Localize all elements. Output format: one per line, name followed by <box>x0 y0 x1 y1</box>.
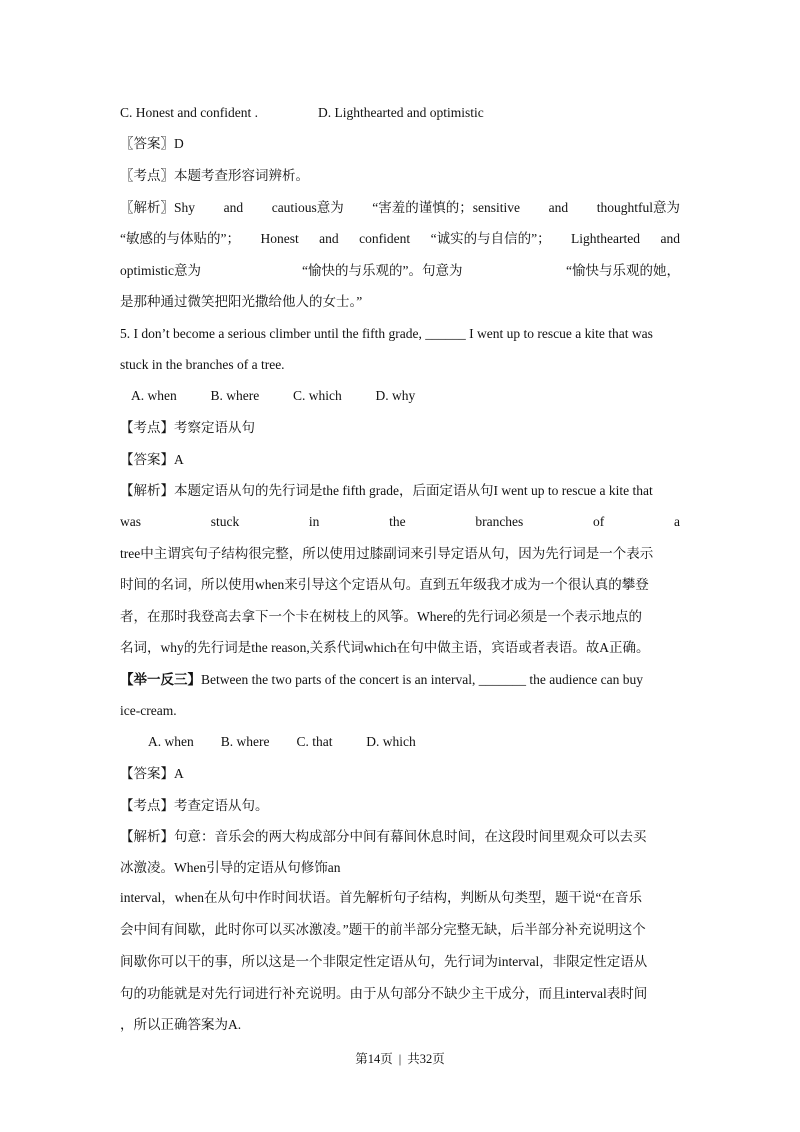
q4-jiexi-line-2 <box>120 229 680 249</box>
q5-kaodian: 【考点】考察定语从句 <box>120 420 255 435</box>
extra-jiexi-line-7: ，所以正确答案为A. <box>120 1017 242 1032</box>
word: cautious意为 <box>271 200 344 215</box>
word: a <box>673 514 680 529</box>
q4-kaodian: 〖考点〗本题考查形容词辨析。 <box>120 168 309 183</box>
q5-stem-line-1: 5. I don’t become a serious climber until the fifth grade, ______ I went up to rescue a kite that was <box>120 326 653 341</box>
q5-options: A. when B. where C. which D. why <box>131 388 416 403</box>
q5-jiexi-line-6: 名词，why的先行词是the reason,关系代词which在句中做主语，宾语或者表语。故A正确。 <box>120 640 650 655</box>
extra-answer: 【答案】A <box>120 766 184 781</box>
q5-jiexi-line-2 <box>120 512 680 532</box>
extra-options: A. when B. where C. that D. which <box>148 734 416 749</box>
q4-option-d: D. Lighthearted and optimistic <box>318 105 484 120</box>
q5-jiexi-line-4: 时间的名词，所以使用when来引导这个定语从句。直到五年级我才成为一个很认真的攀登 <box>120 577 649 592</box>
word: “愉快与乐观的她， <box>566 263 680 278</box>
word: and <box>548 200 569 215</box>
extra-jiexi-line-1: 【解析】句意：音乐会的两大构成部分中间有幕间休息时间，在这段时间里观众可以去买 <box>120 829 647 844</box>
q4-jiexi-line-4: 是那种通过微笑把阳光撒给他人的女士。” <box>120 294 363 309</box>
word: and <box>319 231 339 246</box>
q4-jiexi-line-3 <box>120 261 680 281</box>
page-total: 共32页 <box>407 1052 445 1066</box>
extra-stem-text: Between the two parts of the concert is an interval, _______ the audience can buy <box>201 672 643 687</box>
word: Lighthearted <box>571 231 641 246</box>
extra-jiexi-line-2: 冰激凌。When引导的定语从句修饰an <box>120 860 341 875</box>
q5-stem-line-2: stuck in the branches of a tree. <box>120 357 285 372</box>
q4-jiexi-line-1 <box>120 198 680 218</box>
word: of <box>593 514 605 529</box>
word: “敏感的与体贴的”； <box>120 231 240 246</box>
word: Honest <box>260 231 299 246</box>
extra-stem-line-2: ice-cream. <box>120 703 177 718</box>
extra-kaodian: 【考点】考查定语从句。 <box>120 798 269 813</box>
extra-jiexi-line-6: 句的功能就是对先行词进行补充说明。由于从句部分不缺少主干成分，而且interval表时间 <box>120 986 648 1001</box>
word: “害羞的谨慎的；sensitive <box>372 200 521 215</box>
page-footer <box>0 1050 800 1068</box>
footer-separator: | <box>398 1052 402 1066</box>
q4-answer: 〖答案〗D <box>120 136 184 151</box>
q5-jiexi-line-5: 者，在那时我登高去拿下一个卡在树枝上的风筝。Where的先行词必须是一个表示地点的 <box>120 609 642 624</box>
word: was <box>120 514 141 529</box>
word: branches <box>475 514 524 529</box>
q4-options-row <box>120 103 680 123</box>
word: the <box>389 514 406 529</box>
q5-answer: 【答案】A <box>120 452 184 467</box>
extra-jiexi-line-4: 会中间有间歇，此时你可以买冰激凌。”题干的前半部分完整无缺，后半部分补充说明这个 <box>120 922 646 937</box>
word: 〖解析〗Shy <box>120 200 196 215</box>
page-number: 第14页 <box>355 1052 393 1066</box>
extra-label: 【举一反三】 <box>120 672 201 687</box>
extra-jiexi-line-3: interval，when在从句中作时间状语。首先解析句子结构，判断从句类型，题干说“在音乐 <box>120 890 642 905</box>
word: and <box>223 200 244 215</box>
word: “愉快的与乐观的”。句意为 <box>302 263 463 278</box>
word: thoughtful意为 <box>596 200 680 215</box>
word: “诚实的与自信的”； <box>430 231 551 246</box>
word: in <box>308 514 320 529</box>
word: and <box>660 231 680 246</box>
extra-jiexi-line-5: 间歇你可以干的事，所以这是一个非限定性定语从句，先行词为interval，非限定性定语从 <box>120 954 648 969</box>
q4-option-c: C. Honest and confident . <box>120 105 258 120</box>
word: confident <box>359 231 411 246</box>
q5-jiexi-line-1: 【解析】本题定语从句的先行词是the fifth grade，后面定语从句I went up to rescue a kite that <box>120 483 653 498</box>
q5-jiexi-line-3: tree中主谓宾句子结构很完整，所以使用过膝副词来引导定语从句，因为先行词是一个表示 <box>120 546 654 561</box>
extra-stem-line-1 <box>120 670 680 690</box>
word: stuck <box>210 514 240 529</box>
word: optimistic意为 <box>120 263 201 278</box>
